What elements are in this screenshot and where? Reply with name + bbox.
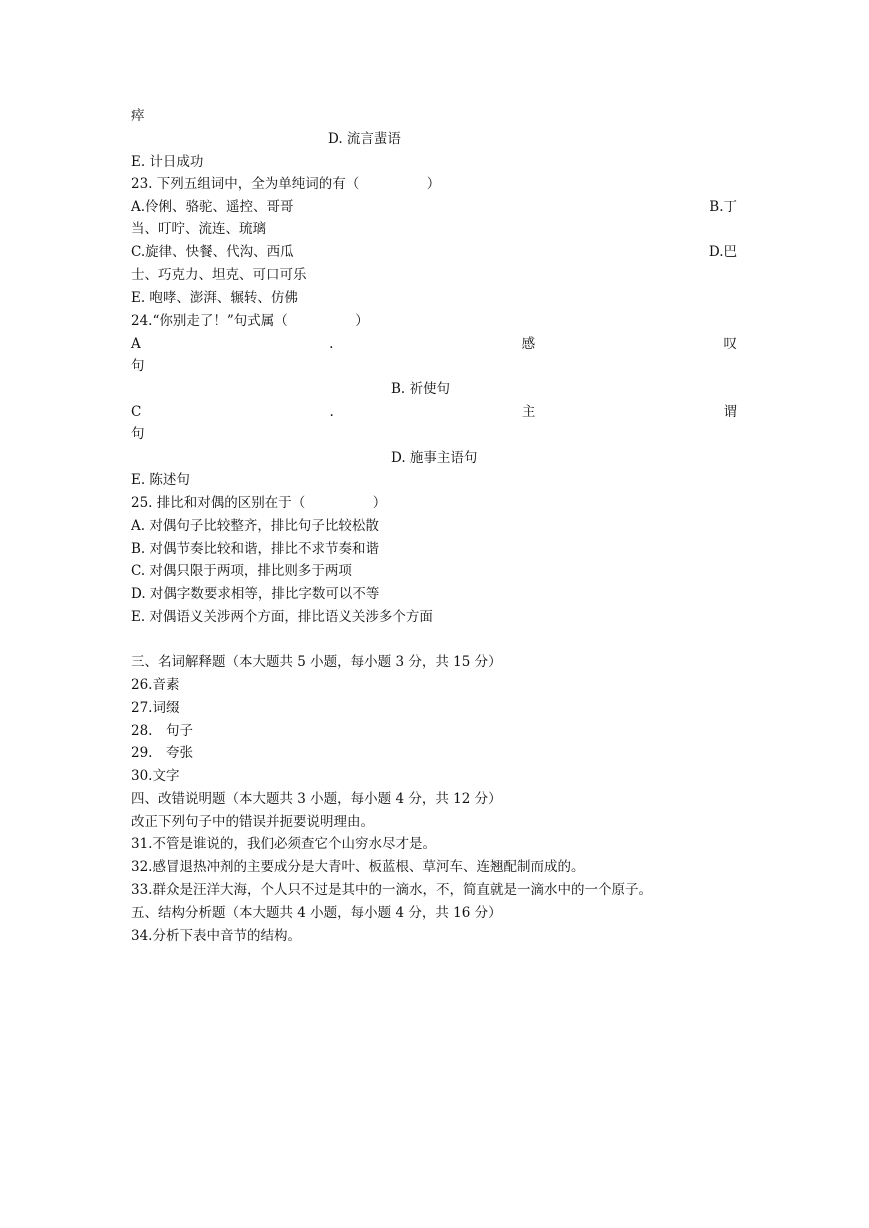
option-c-part: C — [131, 404, 142, 420]
option-a: A. 对偶句子比较整齐，排比句子比较松散 — [131, 518, 379, 534]
option-e: E. 咆哮、澎湃、辗转、仿佛 — [131, 290, 298, 306]
question-25: 25. 排比和对偶的区别在于（ ） — [131, 495, 387, 511]
option-a: A.伶俐、骆驼、遥控、哥哥 — [131, 199, 294, 215]
question-33: 33.群众是汪洋大海，个人只不过是其中的一滴水，不，简直就是一滴水中的一个原子。 — [131, 882, 652, 898]
option-a-part: . — [329, 336, 334, 352]
option-a-justified — [131, 334, 737, 354]
option-c: C. 对偶只限于两项，排比则多于两项 — [131, 563, 352, 579]
question-34: 34.分析下表中音节的结构。 — [131, 928, 301, 944]
option-c-tail: 句 — [131, 426, 145, 442]
question-32: 32.感冒退热冲剂的主要成分是大青叶、板蓝根、草河车、连翘配制而成的。 — [131, 859, 585, 875]
option-c-part: . — [329, 404, 334, 420]
option-a-part: 感 — [521, 336, 536, 352]
option-e: E. 陈述句 — [131, 472, 190, 488]
option-a-part: A — [131, 336, 141, 352]
section-heading-5: 五、结构分析题（本大题共 4 小题，每小题 4 分，共 16 分） — [131, 905, 502, 921]
option-e: E. 计日成功 — [131, 154, 204, 170]
question-23: 23. 下列五组词中，全为单纯词的有（ ） — [131, 176, 441, 192]
option-c-part: 主 — [521, 404, 536, 420]
question-26: 26.音素 — [131, 677, 180, 693]
option-b-head: B.丁 — [709, 199, 737, 215]
option-c: C.旋律、快餐、代沟、西瓜 — [131, 244, 294, 260]
option-d-head: D.巴 — [708, 244, 737, 260]
question-23-cd — [131, 242, 737, 262]
option-a-part: 叹 — [723, 336, 737, 352]
option-b: B. 对偶节奏比较和谐，排比不求节奏和谐 — [131, 541, 380, 557]
section-instruction: 改正下列句子中的错误并扼要说明理由。 — [131, 814, 374, 830]
option-b-tail: 当、叮咛、流连、琉璃 — [131, 221, 266, 237]
option-c-justified — [131, 402, 737, 422]
section-heading-4: 四、改错说明题（本大题共 3 小题，每小题 4 分，共 12 分） — [131, 791, 502, 807]
option-c-part: 谓 — [723, 404, 737, 420]
option-d: D. 对偶字数要求相等，排比字数可以不等 — [131, 586, 380, 602]
question-31: 31.不管是谁说的，我们必须查它个山穷水尽才是。 — [131, 836, 436, 852]
option-e: E. 对偶语义关涉两个方面，排比语义关涉多个方面 — [131, 609, 433, 625]
option-d: D. 施事主语句 — [391, 450, 478, 466]
question-23-ab — [131, 197, 737, 217]
option-b: B. 祈使句 — [391, 381, 451, 397]
question-30: 30.文字 — [131, 768, 180, 784]
question-24: 24.“你别走了！”句式属（ ） — [131, 313, 369, 329]
question-27: 27.词缀 — [131, 700, 180, 716]
option-a-tail: 句 — [131, 358, 145, 374]
question-28: 28. 句子 — [131, 723, 193, 739]
question-29: 29. 夸张 — [131, 745, 193, 761]
section-heading-3: 三、名词解释题（本大题共 5 小题，每小题 3 分，共 15 分） — [131, 654, 502, 670]
option-d: D. 流言蜚语 — [328, 131, 401, 147]
option-d-tail: 士、巧克力、坦克、可口可乐 — [131, 267, 307, 283]
text-line: 瘁 — [131, 108, 145, 124]
